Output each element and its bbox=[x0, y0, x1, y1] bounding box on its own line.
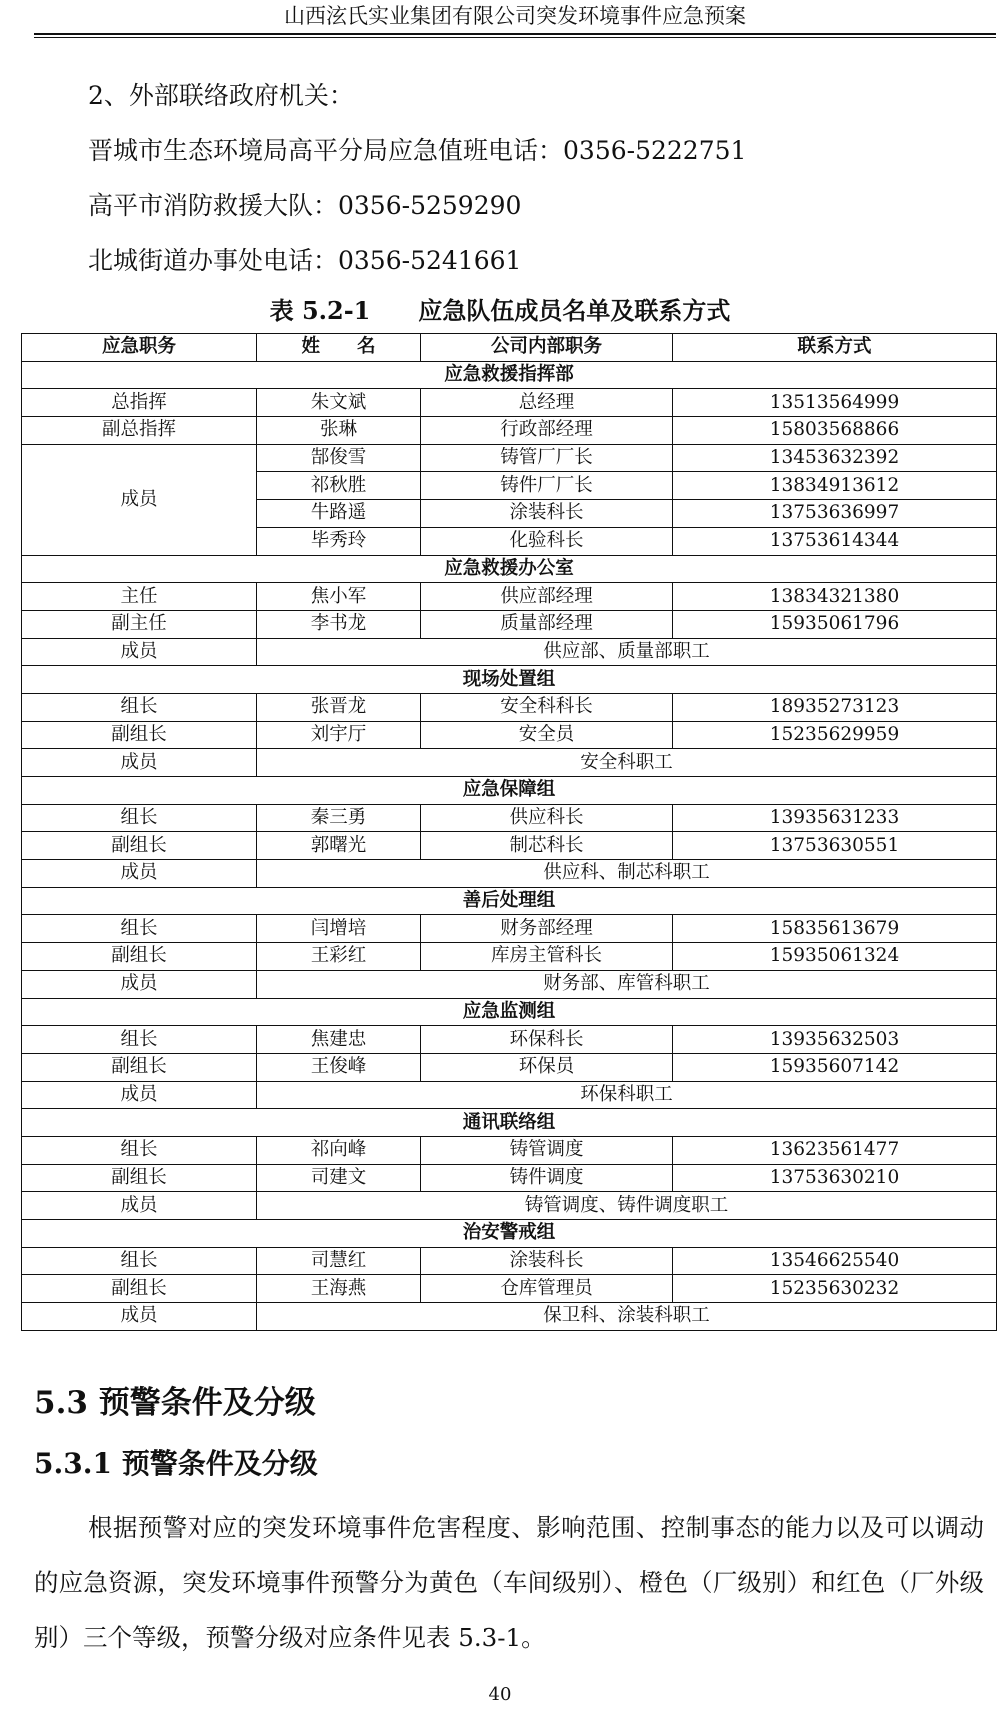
table-row bbox=[22, 970, 997, 998]
position-cell: 质量部经理 bbox=[421, 610, 673, 638]
position-cell: 安全科科长 bbox=[421, 693, 673, 721]
name-cell: 祁秋胜 bbox=[257, 472, 421, 500]
table-row bbox=[22, 943, 997, 971]
table-row bbox=[22, 804, 997, 832]
position-cell: 涂装科长 bbox=[421, 1247, 673, 1275]
group-row bbox=[22, 887, 997, 915]
role-cell: 副总指挥 bbox=[22, 417, 257, 445]
group-title: 治安警戒组 bbox=[22, 1220, 997, 1248]
members-cell: 财务部、库管科职工 bbox=[257, 970, 997, 998]
members-cell: 环保科职工 bbox=[257, 1081, 997, 1109]
table-row bbox=[22, 915, 997, 943]
phone-cell: 13935631233 bbox=[673, 804, 997, 832]
phone-cell: 15235630232 bbox=[673, 1275, 997, 1303]
phone-cell: 15935061324 bbox=[673, 943, 997, 971]
position-cell: 环保员 bbox=[421, 1053, 673, 1081]
position-cell: 库房主管科长 bbox=[421, 943, 673, 971]
phone-cell: 13753614344 bbox=[673, 527, 997, 555]
group-row bbox=[22, 361, 997, 389]
table-row bbox=[22, 389, 997, 417]
role-cell: 副组长 bbox=[22, 943, 257, 971]
name-cell: 司建文 bbox=[257, 1164, 421, 1192]
role-cell: 成员 bbox=[22, 749, 257, 777]
body-paragraph: 根据预警对应的突发环境事件危害程度、影响范围、控制事态的能力以及可以调动的应急资源，突发环境事件预警分为黄色（车间级别）、橙色（厂级别）和红色（厂外级别）三个等级，预警分级对应条件见表 5.3-1。 bbox=[34, 1513, 984, 1652]
phone-cell: 13753630210 bbox=[673, 1164, 997, 1192]
position-cell: 仓库管理员 bbox=[421, 1275, 673, 1303]
position-cell: 总经理 bbox=[421, 389, 673, 417]
table-row bbox=[22, 417, 997, 445]
position-cell: 行政部经理 bbox=[421, 417, 673, 445]
position-cell: 财务部经理 bbox=[421, 915, 673, 943]
group-title: 善后处理组 bbox=[22, 887, 997, 915]
position-cell: 供应科长 bbox=[421, 804, 673, 832]
group-row bbox=[22, 998, 997, 1026]
column-header-contact: 联系方式 bbox=[673, 334, 997, 362]
name-cell: 牛路遥 bbox=[257, 500, 421, 528]
emergency-team-table bbox=[21, 333, 997, 1331]
role-cell: 成员 bbox=[22, 444, 257, 555]
table-row bbox=[22, 749, 997, 777]
position-cell: 供应部经理 bbox=[421, 583, 673, 611]
name-cell: 祁向峰 bbox=[257, 1136, 421, 1164]
name-cell: 焦小军 bbox=[257, 583, 421, 611]
group-title: 应急救援指挥部 bbox=[22, 361, 997, 389]
role-cell: 组长 bbox=[22, 693, 257, 721]
position-cell: 制芯科长 bbox=[421, 832, 673, 860]
header-rule bbox=[34, 33, 996, 35]
role-cell: 副组长 bbox=[22, 1053, 257, 1081]
table-row bbox=[22, 1026, 997, 1054]
role-cell: 副主任 bbox=[22, 610, 257, 638]
table-row bbox=[22, 860, 997, 888]
role-cell: 成员 bbox=[22, 1081, 257, 1109]
position-cell: 铸件调度 bbox=[421, 1164, 673, 1192]
group-row bbox=[22, 777, 997, 805]
table-header-row bbox=[22, 334, 997, 362]
phone-cell: 13453632392 bbox=[673, 444, 997, 472]
table-row bbox=[22, 610, 997, 638]
group-title: 应急监测组 bbox=[22, 998, 997, 1026]
name-cell: 王俊峰 bbox=[257, 1053, 421, 1081]
role-cell: 副组长 bbox=[22, 1275, 257, 1303]
role-cell: 副组长 bbox=[22, 1164, 257, 1192]
phone-cell: 13834321380 bbox=[673, 583, 997, 611]
group-row bbox=[22, 1220, 997, 1248]
position-cell: 铸管厂厂长 bbox=[421, 444, 673, 472]
position-cell: 涂装科长 bbox=[421, 500, 673, 528]
phone-cell: 13546625540 bbox=[673, 1247, 997, 1275]
position-cell: 安全员 bbox=[421, 721, 673, 749]
role-cell: 组长 bbox=[22, 1136, 257, 1164]
group-title: 应急救援办公室 bbox=[22, 555, 997, 583]
group-title: 通讯联络组 bbox=[22, 1109, 997, 1137]
name-cell: 秦三勇 bbox=[257, 804, 421, 832]
phone-cell: 13623561477 bbox=[673, 1136, 997, 1164]
table-row bbox=[22, 1053, 997, 1081]
group-title: 应急保障组 bbox=[22, 777, 997, 805]
group-row bbox=[22, 1109, 997, 1137]
role-cell: 成员 bbox=[22, 860, 257, 888]
phone-cell: 15235629959 bbox=[673, 721, 997, 749]
role-cell: 主任 bbox=[22, 583, 257, 611]
table-row bbox=[22, 1164, 997, 1192]
members-cell: 铸管调度、铸件调度职工 bbox=[257, 1192, 997, 1220]
group-row bbox=[22, 555, 997, 583]
contact-line: 高平市消防救援大队：0356-5259290 bbox=[88, 191, 522, 220]
name-cell: 毕秀玲 bbox=[257, 527, 421, 555]
role-cell: 副组长 bbox=[22, 832, 257, 860]
name-cell: 闫增培 bbox=[257, 915, 421, 943]
section-heading: 5.3 预警条件及分级 bbox=[34, 1385, 316, 1421]
phone-cell: 18935273123 bbox=[673, 693, 997, 721]
role-cell: 组长 bbox=[22, 1247, 257, 1275]
table-caption: 表 5.2-1 应急队伍成员名单及联系方式 bbox=[269, 296, 731, 325]
name-cell: 张晋龙 bbox=[257, 693, 421, 721]
phone-cell: 15803568866 bbox=[673, 417, 997, 445]
name-cell: 朱文斌 bbox=[257, 389, 421, 417]
contact-line: 晋城市生态环境局高平分局应急值班电话：0356-5222751 bbox=[88, 136, 747, 165]
table-row bbox=[22, 1081, 997, 1109]
members-cell: 供应部、质量部职工 bbox=[257, 638, 997, 666]
name-cell: 王彩红 bbox=[257, 943, 421, 971]
name-cell: 张琳 bbox=[257, 417, 421, 445]
role-cell: 组长 bbox=[22, 915, 257, 943]
table-row bbox=[22, 693, 997, 721]
contacts-heading: 2、外部联络政府机关： bbox=[88, 81, 354, 110]
phone-cell: 13834913612 bbox=[673, 472, 997, 500]
page-number: 40 bbox=[488, 1684, 512, 1705]
running-header: 山西泫氏实业集团有限公司突发环境事件应急预案 bbox=[284, 4, 746, 28]
table-row bbox=[22, 1247, 997, 1275]
table-row bbox=[22, 832, 997, 860]
column-header-name: 姓 名 bbox=[257, 334, 421, 362]
phone-cell: 15935061796 bbox=[673, 610, 997, 638]
phone-cell: 13753630551 bbox=[673, 832, 997, 860]
members-cell: 供应科、制芯科职工 bbox=[257, 860, 997, 888]
phone-cell: 13513564999 bbox=[673, 389, 997, 417]
table-row bbox=[22, 721, 997, 749]
group-title: 现场处置组 bbox=[22, 666, 997, 694]
name-cell: 刘宇厅 bbox=[257, 721, 421, 749]
table-row bbox=[22, 1192, 997, 1220]
role-cell: 成员 bbox=[22, 970, 257, 998]
subsection-heading: 5.3.1 预警条件及分级 bbox=[34, 1447, 318, 1480]
role-cell: 副组长 bbox=[22, 721, 257, 749]
members-cell: 保卫科、涂装科职工 bbox=[257, 1303, 997, 1331]
role-cell: 组长 bbox=[22, 804, 257, 832]
role-cell: 成员 bbox=[22, 638, 257, 666]
role-cell: 总指挥 bbox=[22, 389, 257, 417]
name-cell: 郭曙光 bbox=[257, 832, 421, 860]
phone-cell: 15835613679 bbox=[673, 915, 997, 943]
role-cell: 成员 bbox=[22, 1303, 257, 1331]
name-cell: 李书龙 bbox=[257, 610, 421, 638]
name-cell: 焦建忠 bbox=[257, 1026, 421, 1054]
table-row bbox=[22, 444, 997, 472]
name-cell: 王海燕 bbox=[257, 1275, 421, 1303]
header-rule-thin bbox=[34, 37, 996, 38]
table-row bbox=[22, 638, 997, 666]
phone-cell: 13935632503 bbox=[673, 1026, 997, 1054]
phone-cell: 13753636997 bbox=[673, 500, 997, 528]
group-row bbox=[22, 666, 997, 694]
table-row bbox=[22, 1303, 997, 1331]
column-header-position: 公司内部职务 bbox=[421, 334, 673, 362]
position-cell: 环保科长 bbox=[421, 1026, 673, 1054]
phone-cell: 15935607142 bbox=[673, 1053, 997, 1081]
contact-line: 北城街道办事处电话：0356-5241661 bbox=[88, 246, 522, 275]
name-cell: 郜俊雪 bbox=[257, 444, 421, 472]
table-row bbox=[22, 1275, 997, 1303]
role-cell: 组长 bbox=[22, 1026, 257, 1054]
position-cell: 化验科长 bbox=[421, 527, 673, 555]
column-header-role: 应急职务 bbox=[22, 334, 257, 362]
members-cell: 安全科职工 bbox=[257, 749, 997, 777]
table-row bbox=[22, 1136, 997, 1164]
table-row bbox=[22, 583, 997, 611]
position-cell: 铸件厂厂长 bbox=[421, 472, 673, 500]
role-cell: 成员 bbox=[22, 1192, 257, 1220]
name-cell: 司慧红 bbox=[257, 1247, 421, 1275]
position-cell: 铸管调度 bbox=[421, 1136, 673, 1164]
